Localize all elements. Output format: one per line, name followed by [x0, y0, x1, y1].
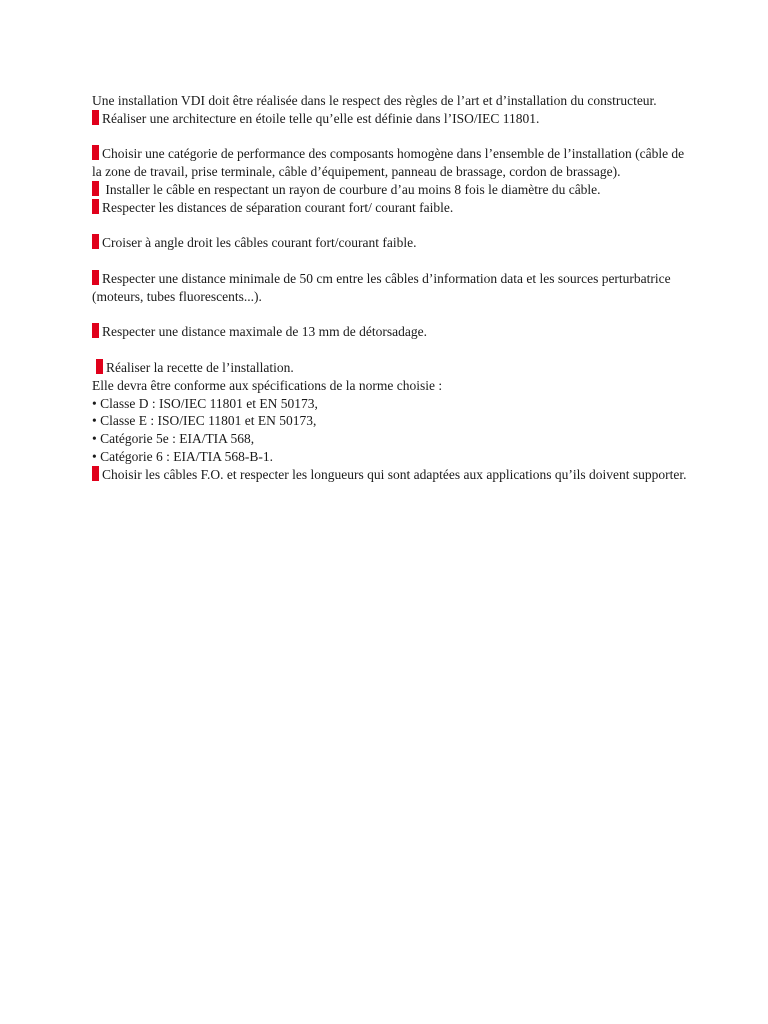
item-3 [92, 181, 692, 199]
conformity-intro: Elle devra être conforme aux spécifications de la norme choisie : [92, 377, 443, 393]
item-text: Réaliser la recette de l’installation. [106, 359, 294, 375]
item-2 [92, 145, 692, 181]
spacer [92, 128, 692, 146]
item-4 [92, 199, 692, 217]
spacer [92, 252, 692, 270]
intro-paragraph: Une installation VDI doit être réalisée dans le respect des règles de l’art et d’installation du constructeur. [92, 93, 657, 108]
bullet-item: • Classe D : ISO/IEC 11801 et EN 50173, [92, 395, 318, 411]
item-number-marker: 2 [92, 145, 99, 160]
item-8 [92, 359, 692, 377]
item-number-marker: 3 [92, 180, 99, 195]
item-5 [92, 234, 692, 252]
item-text: Installer le câble en respectant un rayon de courbure d’au moins 8 fois le diamètre du câble. [102, 181, 601, 197]
document-page [92, 92, 692, 484]
item-number-marker: 7 [92, 323, 99, 338]
item-text: Réaliser une architecture en étoile telle qu’elle est définie dans l’ISO/IEC 11801. [102, 110, 540, 126]
bullet-item: • Classe E : ISO/IEC 11801 et EN 50173, [92, 413, 317, 429]
item-number-marker: 4 [92, 198, 99, 213]
item-number-marker: 1 [92, 109, 99, 124]
item-text: Croiser à angle droit les câbles courant fort/courant faible. [102, 235, 417, 251]
item-7 [92, 323, 692, 341]
item-6 [92, 270, 692, 306]
spacer [92, 217, 692, 235]
item-1 [92, 110, 692, 128]
item-text: Respecter les distances de séparation courant fort/ courant faible. [102, 199, 454, 215]
item-text: Respecter une distance minimale de 50 cm entre les câbles d’information data et les sources perturbatrice (moteurs, tubes fluorescents...). [92, 270, 671, 304]
bullet-item: • Catégorie 5e : EIA/TIA 568, [92, 431, 255, 447]
item-text: Choisir les câbles F.O. et respecter les longueurs qui sont adaptées aux applications qu’ils doivent supporter. [102, 466, 687, 482]
spacer [92, 341, 692, 359]
item-number-marker: 8 [96, 358, 103, 373]
item-number-marker: 6 [92, 269, 99, 284]
item-number-marker: 9 [92, 465, 99, 480]
item-9 [92, 466, 692, 484]
item-text: Respecter une distance maximale de 13 mm de détorsadage. [102, 324, 428, 340]
bullet-item: • Catégorie 6 : EIA/TIA 568-B-1. [92, 448, 273, 464]
item-text: Choisir une catégorie de performance des composants homogène dans l’ensemble de l’installation (câble de la zone de travail, prise terminale, câble d’équipement, panneau de brassage, cordon de brassage). [92, 146, 685, 180]
spacer [92, 306, 692, 324]
item-number-marker: 5 [92, 234, 99, 249]
